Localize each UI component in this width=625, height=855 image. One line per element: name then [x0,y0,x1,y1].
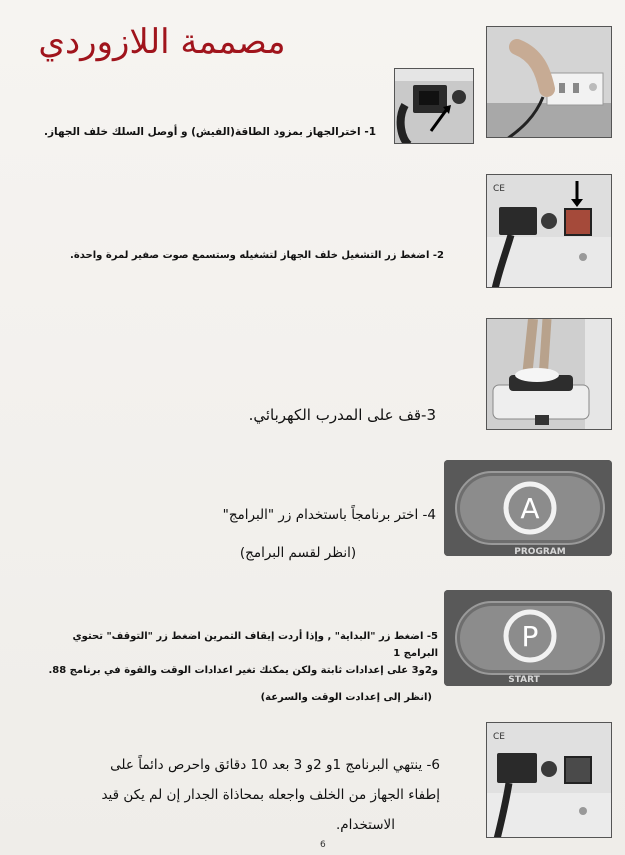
step-6-line-3: الاستخدام. [335,817,395,833]
ce-mark-2: CE [493,732,505,742]
photo-standing-on-trainer [486,318,612,430]
photo-wall-socket [486,26,612,138]
step-5-text [40,628,438,706]
photo-device-back-panel [486,722,612,838]
step-4-text [200,496,436,572]
start-letter-p: P [521,620,539,653]
ce-mark: CE [493,184,505,194]
step-4-note: (انظر لقسم البرامج) [239,545,357,561]
step-5-line-2: و2و3 على إعدادات ثابتة ولكن يمكنك تغير اعدادات الوقت والقوة في برنامج 88. [48,665,438,676]
step-5-line-1: 5- اضغط زر "البداية" , وإذا أردت إيقاف التمرين اضغط زر "التوقف" تحتوي البرامج 1 [72,631,438,659]
program-label: PROGRAM [514,547,566,556]
step-5-note: (انظر إلى إعدادت الوقت والسرعة) [260,692,432,703]
step-3-text: 3-قف على المدرب الكهربائي. [248,406,436,424]
step-6-line-1: 6- ينتهي البرنامج 1و 2و 3 بعد 10 دقائق واحرص دائماً على [110,757,440,773]
step-6-text [80,750,440,840]
photo-power-switch [486,174,612,288]
step-1-text: 1- اخترالجهاز بمزود الطاقة(الفيش) و أوصل السلك خلف الجهاز. [44,126,376,138]
step-6-line-2: إطفاء الجهاز من الخلف واجعله بمحاذاة الجدار إن لم يكن قيد [101,787,440,803]
brand-title: مصممة اللازوردي [38,22,286,62]
start-button-panel [444,590,612,686]
program-letter-a: A [520,492,540,525]
start-label: START [508,675,540,685]
page-number: 6 [320,840,326,850]
program-button-panel [444,460,612,556]
step-2-text: 2- اضغط زر التشغيل خلف الجهاز لتشغيله وستسمع صوت صفير لمرة واحدة. [70,250,444,261]
photo-power-cord-plug [394,68,474,144]
step-4-main: 4- اختر برنامجاً باستخدام زر "البرامج" [222,507,436,523]
